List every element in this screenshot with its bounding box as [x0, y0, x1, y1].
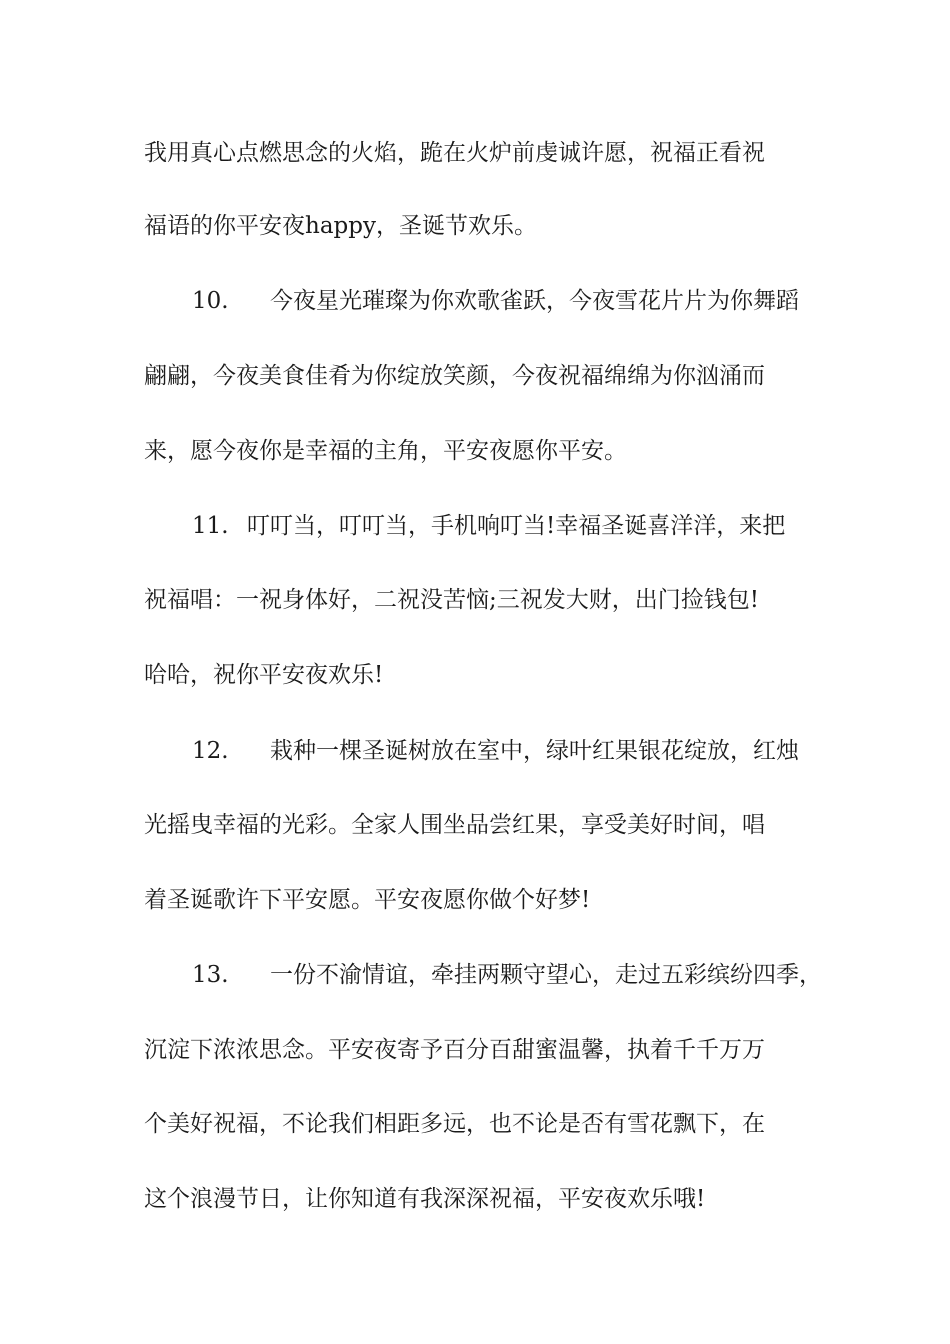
paragraph-line: 沉淀下浓浓思念。平安夜寄予百分百甜蜜温馨，执着千千万万 [144, 1037, 765, 1063]
paragraph-line: 哈哈，祝你平安夜欢乐! [144, 662, 384, 688]
paragraph-first-line [144, 511, 872, 541]
item-number: 13. [192, 962, 229, 988]
paragraph-text: 叮叮当，叮叮当，手机响叮当!幸福圣诞喜洋洋，来把 [247, 513, 786, 539]
paragraph-line: 个美好祝福，不论我们相距多远，也不论是否有雪花飘下，在 [144, 1111, 765, 1137]
paragraph-line: 来，愿今夜你是幸福的主角，平安夜愿你平安。 [144, 438, 627, 464]
paragraph-line: 这个浪漫节日，让你知道有我深深祝福，平安夜欢乐哦! [144, 1186, 706, 1212]
paragraph-line: 翩翩，今夜美食佳肴为你绽放笑颜，今夜祝福绵绵为你汹涌而 [144, 363, 765, 389]
item-number: 10. [192, 288, 229, 314]
paragraph-line: 光摇曳幸福的光彩。全家人围坐品尝红果，享受美好时间，唱 [144, 812, 765, 838]
paragraph-line: 着圣诞歌许下平安愿。平安夜愿你做个好梦! [144, 887, 591, 913]
item-number: 11. [192, 513, 229, 539]
paragraph-line: 福语的你平安夜happy，圣诞节欢乐。 [144, 213, 537, 239]
paragraph-first-line [144, 286, 872, 316]
paragraph-line: 祝福唱：一祝身体好，二祝没苦恼;三祝发大财，出门捡钱包! [144, 587, 759, 613]
item-number: 12. [192, 738, 229, 764]
paragraph-text: 今夜星光璀璨为你欢歌雀跃，今夜雪花片片为你舞蹈 [270, 288, 799, 314]
paragraph-line: 我用真心点燃思念的火焰，跪在火炉前虔诚许愿，祝福正看祝 [144, 140, 765, 166]
paragraph-text: 栽种一棵圣诞树放在室中，绿叶红果银花绽放，红烛 [270, 738, 799, 764]
paragraph-first-line [144, 960, 872, 990]
paragraph-text: 一份不渝情谊，牵挂两颗守望心，走过五彩缤纷四季， [270, 962, 822, 988]
paragraph-first-line [144, 736, 872, 766]
